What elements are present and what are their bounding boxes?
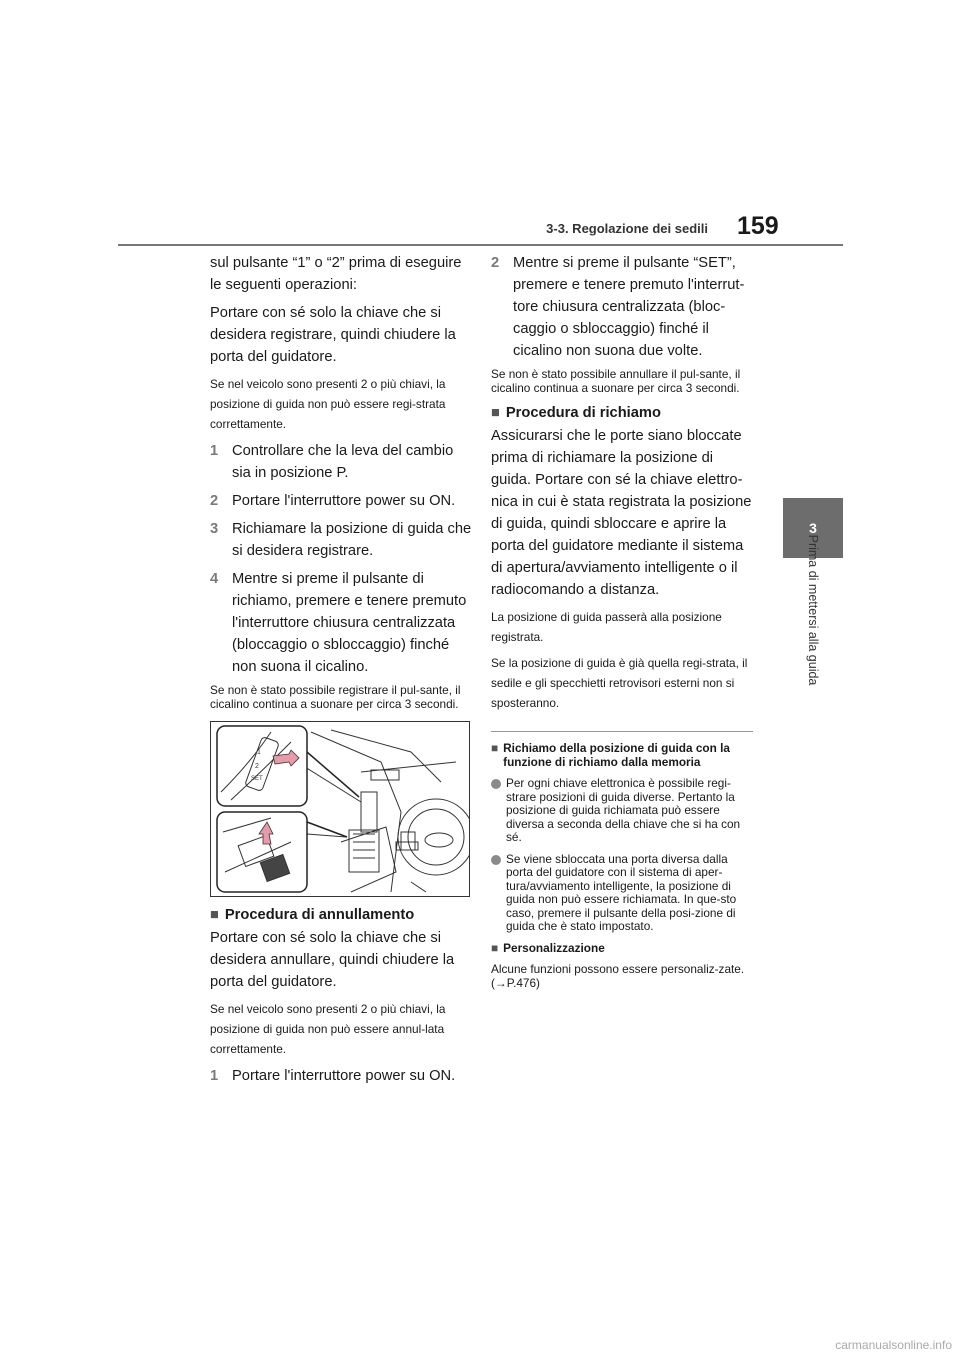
left-column (210, 252, 472, 1093)
recall-heading-text: Procedura di richiamo (505, 405, 661, 421)
header-divider (118, 244, 843, 246)
recall-heading (491, 405, 753, 421)
step-text: Portare l'interruttore power su ON. (232, 493, 456, 509)
step-number: 4 (210, 571, 219, 587)
custom-heading-text: Personalizzazione (503, 940, 605, 955)
intro-paragraph: sul pulsante “1” o “2” prima di eseguire le seguenti operazioni: (210, 255, 462, 293)
door-switch-illustration (210, 721, 470, 897)
section-divider (491, 731, 753, 732)
custom-heading (491, 942, 753, 956)
step-item (491, 252, 753, 362)
recall-paragraph: Assicurarsi che le porte siano bloccate prima di richiamare la posizione di guida. Portare con sé la chiave elettro-nica in cui è stata registrata la posizione di guida, quindi sbloccare e aprire la porta del guidatore mediante il sistema di apertura/avviamento intelligente o il radiocomando a distanza. (491, 428, 752, 598)
step-number: 1 (210, 443, 219, 459)
step-number: 2 (491, 255, 500, 271)
section-title: 3-3. Regolazione dei sedili (546, 221, 708, 236)
bullet-item (491, 853, 753, 934)
note-text: Se non è stato possibile registrare il pul-sante, il cicalino continua a suonare per circa 3 secondi. (210, 683, 461, 711)
square-bullet-icon: ■ (210, 907, 219, 923)
cancel-note: Se nel veicolo sono presenti 2 o più chiavi, la posizione di guida non può essere annul-lata correttamente. (210, 1002, 446, 1056)
figure-label-2: 2 (255, 763, 259, 770)
step-text: Richiamare la posizione di guida che si desidera registrare. (232, 521, 472, 559)
illustration-svg (211, 722, 469, 896)
recall-note: La posizione di guida passerà alla posizione registrata. (491, 610, 722, 644)
intro-paragraph-2: Portare con sé solo la chiave che si desidera registrare, quindi chiudere la porta del guidatore. (210, 305, 456, 365)
step-text: Controllare che la leva del cambio sia in posizione P. (232, 443, 454, 481)
note-text: Se nel veicolo sono presenti 2 o più chiavi, la posizione di guida non può essere regi-strata correttamente. (210, 377, 446, 431)
square-bullet-icon: ■ (491, 741, 499, 755)
chapter-title: Prima di mettersi alla guida (806, 534, 820, 686)
circle-bullet-icon (491, 779, 501, 789)
chapter-number: 3 (809, 520, 817, 536)
step-item (210, 490, 472, 512)
step-item (210, 518, 472, 562)
recall-note: Se la posizione di guida è già quella regi-strata, il sedile e gli specchietti retrovisori esterni non si sposteranno. (491, 656, 748, 710)
step-item (210, 1065, 472, 1087)
memory-heading (491, 742, 753, 769)
step-number: 1 (210, 1068, 219, 1084)
square-bullet-icon: ■ (491, 405, 500, 421)
step-number: 3 (210, 521, 219, 537)
cancel-heading (210, 907, 472, 923)
right-column (491, 252, 753, 990)
bullet-item (491, 777, 753, 845)
bullet-text: Se viene sbloccata una porta diversa dalla porta del guidatore con il sistema di aper-tura/avviamento intelligente, la posizione di guida non può essere richiamata. In que-sto caso, premere il pulsante della posi-zione di guida che è stato impostato. (506, 851, 737, 933)
custom-text: Alcune funzioni possono essere personaliz-zate. (→P.476) (491, 962, 745, 990)
square-bullet-icon: ■ (491, 940, 499, 955)
step-text: Mentre si preme il pulsante “SET”, premere e tenere premuto l'interrut-tore chiusura centralizzata (bloc-caggio o sbloccaggio) finché il cicalino non suona due volte. (513, 255, 745, 359)
figure-label-set: SET (251, 776, 263, 782)
watermark: carmanualsonline.info (835, 1338, 952, 1352)
step-number: 2 (210, 493, 219, 509)
bullet-text: Per ogni chiave elettronica è possibile regi-strare posizioni di guida diverse. Pertanto la posizione di guida richiamata può essere diversa a seconda della chiave che si ha con sé. (506, 776, 741, 844)
step-text: Mentre si preme il pulsante di richiamo, premere e tenere premuto l'interruttore chiusura centralizzata (bloccaggio o sbloccaggio) finché non suona il cicalino. (232, 571, 467, 675)
cancel-heading-text: Procedura di annullamento (224, 907, 415, 923)
memory-heading-text: Richiamo della posizione di guida con la funzione di richiamo dalla memoria (503, 741, 730, 769)
figure-label-1: 1 (257, 749, 261, 756)
step-item (210, 440, 472, 484)
step-text: Portare l'interruttore power su ON. (232, 1068, 456, 1084)
cancel-paragraph: Portare con sé solo la chiave che si desidera annullare, quindi chiudere la porta del guidatore. (210, 930, 455, 990)
circle-bullet-icon (491, 855, 501, 865)
step-item (210, 568, 472, 678)
note-text: Se non è stato possibile annullare il pul-sante, il cicalino continua a suonare per circa 3 secondi. (491, 367, 741, 395)
page-number: 159 (737, 212, 779, 240)
